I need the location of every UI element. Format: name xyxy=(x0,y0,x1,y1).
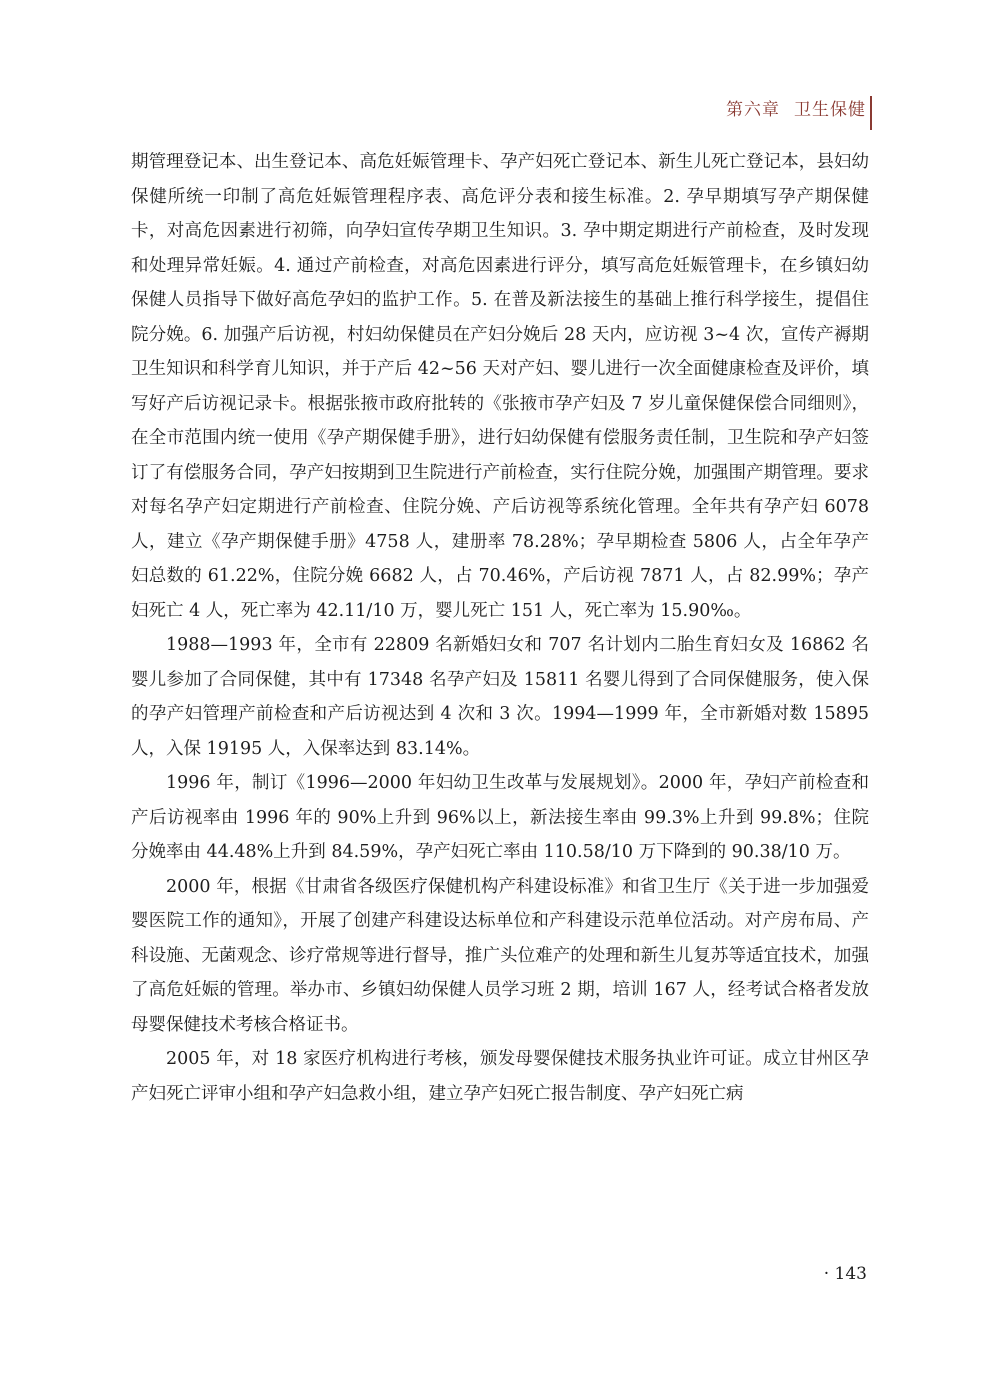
paragraph: 1996 年，制订《1996—2000 年妇幼卫生改革与发展规划》。2000 年，孕妇产前检查和产后访视率由 1996 年的 90%上升到 96%以上，新法接生率由 99.3%上升到 99.8%；住院分娩率由 44.48%上升到 84.59%，孕产妇死亡率由 110.58/10 万下降到的 90.38/10 万。 xyxy=(131,773,869,862)
page-number: · 143 xyxy=(823,1264,867,1284)
paragraph: 2005 年，对 18 家医疗机构进行考核，颁发母婴保健技术服务执业许可证。成立甘州区孕产妇死亡评审小组和孕产妇急救小组，建立孕产妇死亡报告制度、孕产妇死亡病 xyxy=(131,1049,869,1104)
body-text xyxy=(131,145,869,1111)
section-label: 卫生保健 xyxy=(794,100,866,120)
chapter-label: 第六章 xyxy=(726,100,780,120)
paragraph: 1988—1993 年，全市有 22809 名新婚妇女和 707 名计划内二胎生育妇女及 16862 名婴儿参加了合同保健，其中有 17348 名孕产妇及 15811 名婴儿得到了合同保健服务，使入保的孕产妇管理产前检查和产后访视达到 4 次和 3 次。1994—1999 年，全市新婚对数 15895 人，入保 19195 人，入保率达到 83.14%。 xyxy=(131,635,869,759)
running-header xyxy=(726,96,866,124)
paragraph-continued: 期管理登记本、出生登记本、高危妊娠管理卡、孕产妇死亡登记本、新生儿死亡登记本，县妇幼保健所统一印制了高危妊娠管理程序表、高危评分表和接生标准。2. 孕早期填写孕产期保健卡，对高危因素进行初筛，向孕妇宣传孕期卫生知识。3. 孕中期定期进行产前检查，及时发现和处理异常妊娠。4. 通过产前检查，对高危因素进行评分，填写高危妊娠管理卡，在乡镇妇幼保健人员指导下做好高危孕妇的监护工作。5. 在普及新法接生的基础上推行科学接生，提倡住院分娩。6. 加强产后访视，村妇幼保健员在产妇分娩后 28 天内，应访视 3~4 次，宣传产褥期卫生知识和科学育儿知识，并于产后 42~56 天对产妇、婴儿进行一次全面健康检查及评价，填写好产后访视记录卡。根据张掖市政府批转的《张掖市孕产妇及 7 岁儿童保健保偿合同细则》，在全市范围内统一使用《孕产期保健手册》，进行妇幼保健有偿服务责任制，卫生院和孕产妇签订了有偿服务合同，孕产妇按期到卫生院进行产前检查，实行住院分娩，加强围产期管理。要求对每名孕产妇定期进行产前检查、住院分娩、产后访视等系统化管理。全年共有孕产妇 6078 人，建立《孕产期保健手册》4758 人，建册率 78.28%；孕早期检查 5806 人，占全年孕产妇总数的 61.22%，住院分娩 6682 人，占 70.46%，产后访视 7871 人，占 82.99%；孕产妇死亡 4 人，死亡率为 42.11/10 万，婴儿死亡 151 人，死亡率为 15.90‰。 xyxy=(131,152,869,621)
paragraph: 2000 年，根据《甘肃省各级医疗保健机构产科建设标准》和省卫生厅《关于进一步加强爱婴医院工作的通知》，开展了创建产科建设达标单位和产科建设示范单位活动。对产房布局、产科设施、无菌观念、诊疗常规等进行督导，推广头位难产的处理和新生儿复苏等适宜技术，加强了高危妊娠的管理。举办市、乡镇妇幼保健人员学习班 2 期，培训 167 人，经考试合格者发放母婴保健技术考核合格证书。 xyxy=(131,876,869,1035)
header-divider xyxy=(870,96,872,130)
